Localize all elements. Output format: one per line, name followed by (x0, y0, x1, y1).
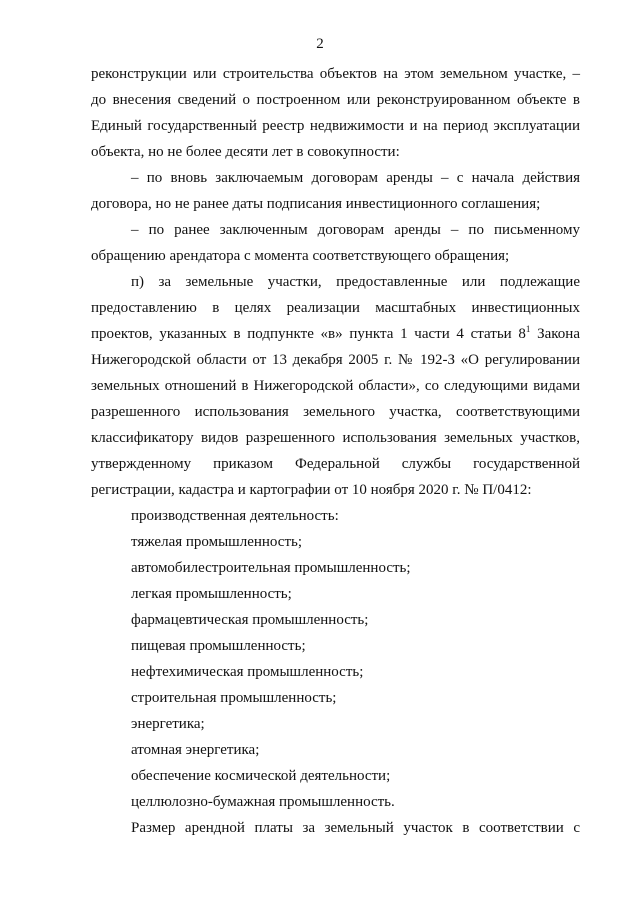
list-item: целлюлозно-бумажная промышленность. (131, 794, 395, 810)
list-item: строительная промышленность; (131, 690, 337, 706)
superscript: 1 (525, 324, 531, 334)
text-line: классификатору видов разрешенного использования земельных участков, (91, 430, 580, 446)
text-line: объекта, но не более десяти лет в совокупности: (91, 144, 400, 160)
list-item: автомобилестроительная промышленность; (131, 560, 411, 576)
page-number: 2 (316, 36, 324, 52)
text-line: разрешенного использования земельного участка, соответствующими (91, 404, 580, 420)
text-line: п) за земельные участки, предоставленные или подлежащие (131, 274, 580, 290)
list-item: фармацевтическая промышленность; (131, 612, 369, 628)
text-line (91, 324, 580, 344)
text-line: земельных отношений в Нижегородской области», со следующими видами (91, 378, 580, 394)
text-line: – по ранее заключенным договорам аренды – по письменному (131, 222, 580, 238)
list-item: энергетика; (131, 716, 205, 732)
text-line: регистрации, кадастра и картографии от 10 ноября 2020 г. № П/0412: (91, 482, 532, 498)
text-line: Размер арендной платы за земельный участок в соответствии с (131, 820, 580, 836)
text-segment: проектов, указанных в подпункте «в» пункта 1 части 4 статьи 8 (91, 326, 526, 342)
list-item: пищевая промышленность; (131, 638, 306, 654)
text-line: реконструкции или строительства объектов на этом земельном участке, – (91, 66, 580, 82)
list-item: нефтехимическая промышленность; (131, 664, 364, 680)
text-line: предоставлению в целях реализации масштабных инвестиционных (91, 300, 580, 316)
text-line: утвержденному приказом Федеральной службы государственной (91, 456, 580, 472)
text-line: – по вновь заключаемым договорам аренды – с начала действия (131, 170, 580, 186)
list-item: обеспечение космической деятельности; (131, 768, 391, 784)
text-line: до внесения сведений о построенном или реконструированном объекте в (91, 92, 580, 108)
list-item: легкая промышленность; (131, 586, 292, 602)
text-line: договора, но не ранее даты подписания инвестиционного соглашения; (91, 196, 541, 212)
text-line: обращению арендатора с момента соответствующего обращения; (91, 248, 510, 264)
list-item: атомная энергетика; (131, 742, 260, 758)
text-line: Единый государственный реестр недвижимости и на период эксплуатации (91, 118, 580, 134)
list-item: производственная деятельность: (131, 508, 339, 524)
text-segment: Закона (530, 326, 580, 342)
text-line: Нижегородской области от 13 декабря 2005 г. № 192-З «О регулировании (91, 352, 580, 368)
list-item: тяжелая промышленность; (131, 534, 303, 550)
